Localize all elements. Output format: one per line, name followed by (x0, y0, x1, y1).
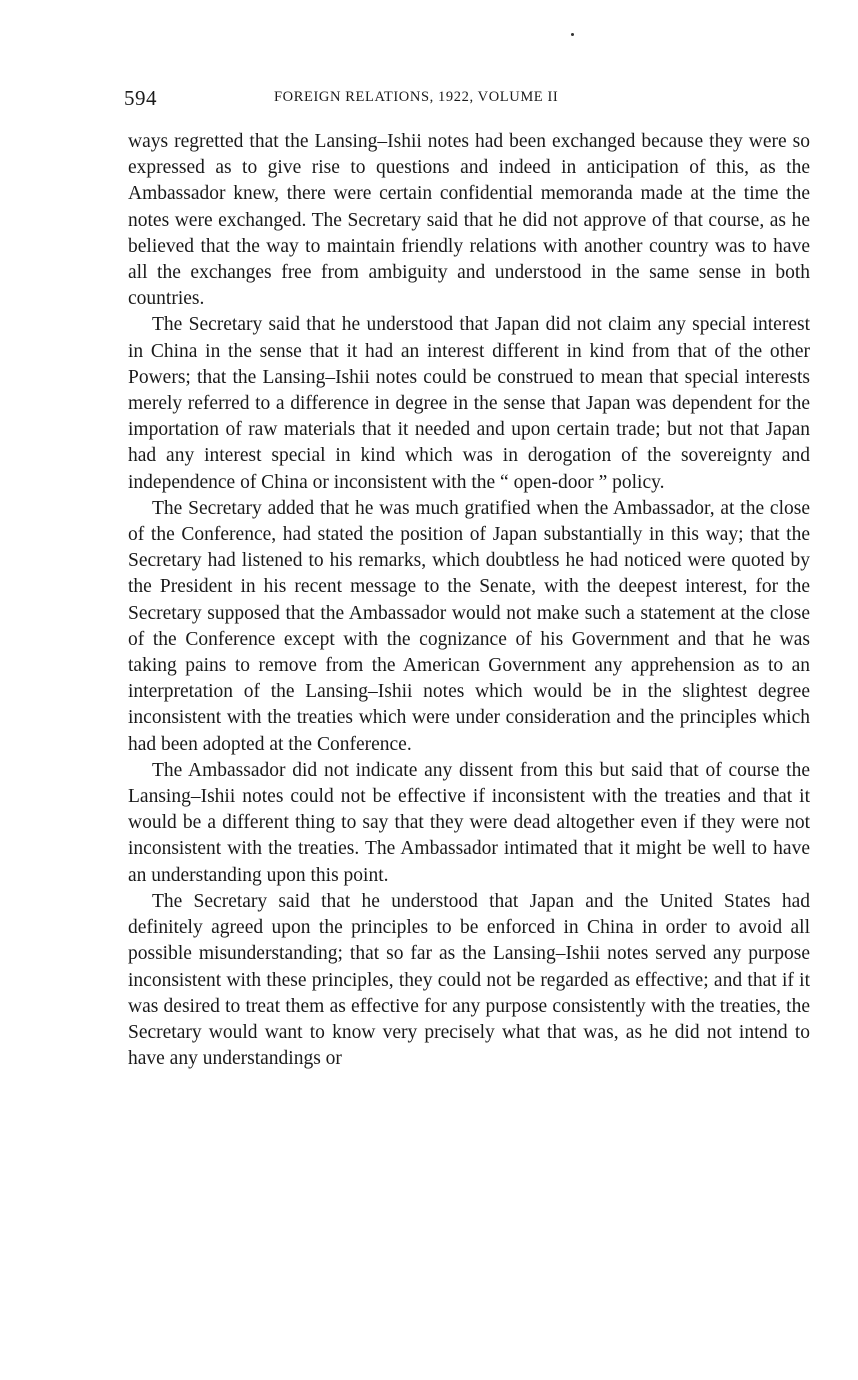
paragraph-4: The Ambassador did not indicate any dissent from this but said that of course the Lansing–Ishii notes could not be effective if inconsistent with the treaties and that it would be a different thing to say that they were dead altogether even if they were not inconsistent with the treaties. The Ambassador intimated that it might be well to have an understanding upon this point. (128, 759, 810, 886)
print-speck (571, 33, 574, 36)
page-number: 594 (124, 86, 157, 110)
running-head: FOREIGN RELATIONS, 1922, VOLUME II (274, 89, 559, 105)
paragraph-1: ways regretted that the Lansing–Ishii notes had been exchanged because they were so expressed as to give rise to questions and indeed in anticipation of this, as the Ambassador knew, there were certain confidential memoranda made at the time the notes were exchanged. The Secretary said that he did not approve of that course, as he believed that the way to maintain friendly relations with another country was to have all the exchanges free from ambiguity and understood in the same sense in both countries. (128, 131, 810, 310)
paragraph-5: The Secretary said that he understood that Japan and the United States had definitely agreed upon the principles to be enforced in China in order to avoid all possible misunderstanding; that so far as the Lansing–Ishii notes served any purpose inconsistent with these principles, they could not be regarded as effective; and that if it was desired to treat them as effective for any purpose consistently with the treaties, the Secretary would want to know very precisely what that was, as he did not intend to have any understandings or (128, 890, 810, 1070)
paragraph-2: The Secretary said that he understood that Japan did not claim any special interest in China in the sense that it had an interest different in kind from that of the other Powers; that the Lansing–Ishii notes could be construed to mean that special interests merely referred to a difference in degree in the sense that Japan was dependent for the importation of raw materials that it needed and upon certain trade; but not that Japan had any interest special in kind which was in derogation of the sovereignty and independence of China or inconsistent with the “ open-door ” policy. (128, 314, 810, 493)
body-text (128, 129, 810, 1072)
page-header (124, 86, 810, 110)
paragraph-3: The Secretary added that he was much gratified when the Ambassador, at the close of the Conference, had stated the position of Japan substantially in this way; that the Secretary had listened to his remarks, which doubtless he had noticed were quoted by the President in his recent message to the Senate, with the deepest interest, for the Secretary supposed that the Ambassador would not make such a statement at the close of the Conference except with the cognizance of his Government and that he was taking pains to remove from the American Government any apprehension as to an interpretation of the Lansing–Ishii notes which would be in the slightest degree inconsistent with the treaties which were under consideration and the principles which had been adopted at the Conference. (128, 497, 810, 755)
